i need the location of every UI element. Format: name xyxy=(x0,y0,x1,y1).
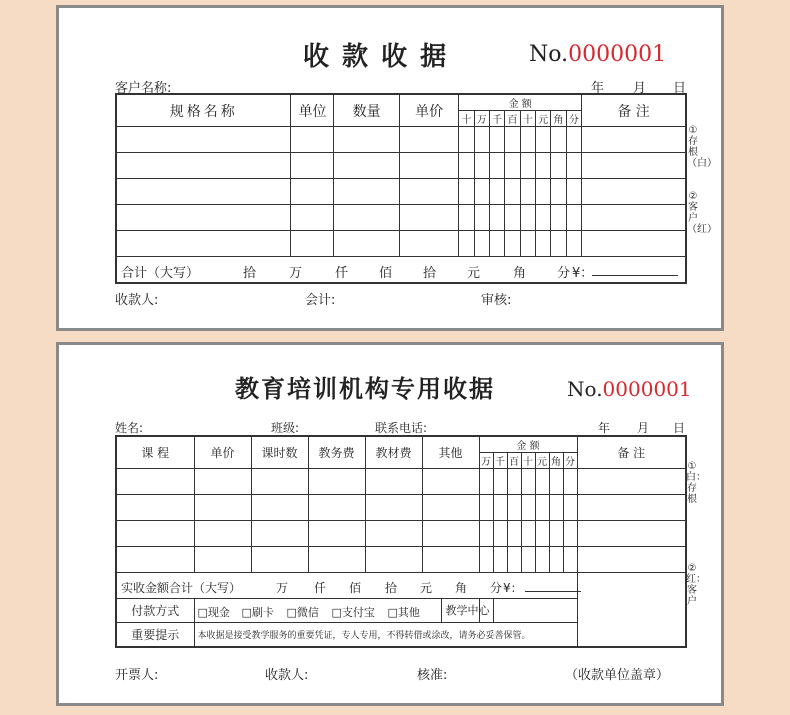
cell[interactable] xyxy=(291,205,334,231)
issuer-label: 开票人: xyxy=(115,668,159,683)
cell[interactable] xyxy=(422,495,479,521)
header-price: 单价 xyxy=(194,436,251,469)
payment-option-other[interactable]: □其他 xyxy=(387,606,420,619)
cell[interactable] xyxy=(521,547,535,573)
table-row xyxy=(116,127,686,153)
cell[interactable] xyxy=(291,231,334,257)
cell[interactable] xyxy=(399,127,458,153)
cell[interactable] xyxy=(563,521,577,547)
header-unit: 单位 xyxy=(291,94,334,127)
cell[interactable] xyxy=(489,179,504,205)
approver-label: 核准: xyxy=(417,668,448,683)
cell[interactable] xyxy=(116,127,291,153)
digit-header: 分 xyxy=(563,453,577,469)
receipt-2-number-value: 0000001 xyxy=(602,377,692,401)
total-amount-line[interactable] xyxy=(592,275,678,276)
digit-header: 角 xyxy=(549,453,563,469)
digit-header: 千 xyxy=(489,111,504,127)
total-unit: 角 xyxy=(455,581,468,595)
header-price: 单价 xyxy=(399,94,458,127)
payment-option-alipay[interactable]: □支付宝 xyxy=(331,606,375,619)
cell[interactable] xyxy=(549,521,563,547)
cell[interactable] xyxy=(493,469,507,495)
cell[interactable] xyxy=(582,153,686,179)
cell[interactable] xyxy=(459,231,474,257)
header-qty: 数量 xyxy=(334,94,399,127)
cell[interactable] xyxy=(535,547,549,573)
cell[interactable] xyxy=(479,469,493,495)
cell[interactable] xyxy=(479,547,493,573)
side-copy-stub: ①白：存根 xyxy=(686,461,706,505)
cell[interactable] xyxy=(521,469,535,495)
customer-name-label: 客户名称: xyxy=(115,81,172,96)
digit-header: 万 xyxy=(479,453,493,469)
header-material: 教材费 xyxy=(365,436,422,469)
table-row xyxy=(116,179,686,205)
cell[interactable] xyxy=(422,521,479,547)
cell[interactable] xyxy=(474,205,489,231)
cell[interactable] xyxy=(365,469,422,495)
date-year-label: 年 xyxy=(598,421,611,435)
total-unit: 万 xyxy=(276,581,289,595)
cell[interactable] xyxy=(116,495,194,521)
cell[interactable] xyxy=(399,179,458,205)
cell[interactable] xyxy=(194,547,251,573)
payment-option-wechat[interactable]: □微信 xyxy=(286,606,319,619)
cell[interactable] xyxy=(582,231,686,257)
total-unit: 分 xyxy=(557,266,571,281)
cell[interactable] xyxy=(399,231,458,257)
cell[interactable] xyxy=(116,231,291,257)
digit-header: 千 xyxy=(493,453,507,469)
cell[interactable] xyxy=(563,547,577,573)
header-course: 课 程 xyxy=(116,436,194,469)
cell[interactable] xyxy=(505,205,520,231)
cell[interactable] xyxy=(551,179,566,205)
student-name-label: 姓名: xyxy=(115,421,144,435)
cell[interactable] xyxy=(566,179,581,205)
cell[interactable] xyxy=(116,521,194,547)
table-row xyxy=(116,469,686,495)
cell[interactable] xyxy=(535,127,550,153)
auditor-label: 审核: xyxy=(481,293,512,308)
cell[interactable] xyxy=(422,469,479,495)
payment-option-cash[interactable]: □现金 xyxy=(197,606,230,619)
date-month-label: 月 xyxy=(637,421,650,435)
total-row xyxy=(116,573,577,599)
cell[interactable] xyxy=(535,153,550,179)
cell[interactable] xyxy=(521,495,535,521)
cell[interactable] xyxy=(116,469,194,495)
blank-cell xyxy=(577,623,686,647)
cell[interactable] xyxy=(251,495,308,521)
header-amount: 金 额 xyxy=(459,94,582,111)
notice-text: 本收据是接受教学服务的重要凭证，专人专用，不得转借或涂改，请务必妥善保管。 xyxy=(194,623,577,647)
cell[interactable] xyxy=(551,205,566,231)
cell[interactable] xyxy=(459,127,474,153)
total-note-cell xyxy=(577,573,686,599)
receipt-2-title: 教育培训机构专用收据 xyxy=(235,374,495,403)
digit-header: 十 xyxy=(521,453,535,469)
cell[interactable] xyxy=(551,231,566,257)
cell[interactable] xyxy=(251,547,308,573)
cell[interactable] xyxy=(505,127,520,153)
cell[interactable] xyxy=(291,127,334,153)
teaching-center-label: 教学中心 xyxy=(441,599,494,622)
table-row xyxy=(116,205,686,231)
cell[interactable] xyxy=(549,495,563,521)
cell[interactable] xyxy=(459,179,474,205)
cell[interactable] xyxy=(493,521,507,547)
phone-label: 联系电话: xyxy=(375,421,428,435)
total-unit: 元 xyxy=(467,266,481,281)
cell[interactable] xyxy=(566,127,581,153)
side-copy-stub: ①存根（白） xyxy=(687,125,717,169)
header-amount: 金 额 xyxy=(479,436,577,453)
total-label: 实收金额合计（大写） xyxy=(121,581,242,595)
cell[interactable] xyxy=(474,153,489,179)
cell[interactable] xyxy=(493,547,507,573)
total-label: 合计（大写） xyxy=(121,266,200,281)
cell[interactable] xyxy=(291,179,334,205)
notice-label: 重要提示 xyxy=(116,623,194,647)
digit-header: 万 xyxy=(474,111,489,127)
cell[interactable] xyxy=(577,469,686,495)
cell[interactable] xyxy=(474,179,489,205)
digit-header: 十 xyxy=(459,111,474,127)
receipt-1-number-value: 0000001 xyxy=(568,42,667,67)
total-unit: 拾 xyxy=(243,266,257,281)
receipt-card-1 xyxy=(56,5,724,331)
cell[interactable] xyxy=(507,547,521,573)
table-row xyxy=(116,495,686,521)
cell[interactable] xyxy=(365,521,422,547)
total-unit: 拾 xyxy=(423,266,437,281)
cell[interactable] xyxy=(479,495,493,521)
header-spec: 规格名称 xyxy=(116,94,291,127)
date-month-label: 月 xyxy=(633,81,647,96)
cell[interactable] xyxy=(365,495,422,521)
cell[interactable] xyxy=(474,231,489,257)
cell[interactable] xyxy=(334,127,399,153)
header-other: 其他 xyxy=(422,436,479,469)
total-unit: 分 xyxy=(490,581,503,595)
payment-options-cell xyxy=(194,599,490,623)
cell[interactable] xyxy=(582,205,686,231)
cell[interactable] xyxy=(489,127,504,153)
cell[interactable] xyxy=(308,495,365,521)
cell[interactable] xyxy=(489,231,504,257)
cell[interactable] xyxy=(505,231,520,257)
cell[interactable] xyxy=(308,521,365,547)
receipt-1-number-prefix: No. xyxy=(529,42,569,67)
side-copy-customer: ②客户（红） xyxy=(687,191,717,235)
digit-header: 元 xyxy=(535,453,549,469)
receipt-card-2 xyxy=(56,342,724,706)
cell[interactable] xyxy=(535,495,549,521)
cell[interactable] xyxy=(334,179,399,205)
total-unit: 佰 xyxy=(379,266,393,281)
digit-header: 百 xyxy=(507,453,521,469)
cell[interactable] xyxy=(507,495,521,521)
cell[interactable] xyxy=(489,205,504,231)
cell[interactable] xyxy=(535,231,550,257)
receipt-2-number xyxy=(567,377,692,401)
date-day-label: 日 xyxy=(673,81,687,96)
blank-cell xyxy=(577,599,686,623)
total-amount-line[interactable] xyxy=(525,591,581,592)
cell[interactable] xyxy=(505,153,520,179)
cell[interactable] xyxy=(505,179,520,205)
cell[interactable] xyxy=(520,127,535,153)
cell[interactable] xyxy=(459,153,474,179)
cell[interactable] xyxy=(577,521,686,547)
cell[interactable] xyxy=(535,179,550,205)
teaching-center-value[interactable] xyxy=(479,599,577,623)
cell[interactable] xyxy=(493,495,507,521)
cell[interactable] xyxy=(551,127,566,153)
cell[interactable] xyxy=(479,521,493,547)
cell[interactable] xyxy=(291,153,334,179)
cell[interactable] xyxy=(535,205,550,231)
table-row xyxy=(116,153,686,179)
cell[interactable] xyxy=(308,547,365,573)
cell[interactable] xyxy=(116,179,291,205)
header-hours: 课时数 xyxy=(251,436,308,469)
cell[interactable] xyxy=(563,469,577,495)
cell[interactable] xyxy=(459,205,474,231)
cell[interactable] xyxy=(566,153,581,179)
cell[interactable] xyxy=(549,547,563,573)
cell[interactable] xyxy=(474,127,489,153)
table-row xyxy=(116,521,686,547)
receipt-1-table xyxy=(115,93,687,284)
cell[interactable] xyxy=(489,153,504,179)
total-unit: 仟 xyxy=(314,581,327,595)
total-unit: 元 xyxy=(420,581,433,595)
digit-header: 十 xyxy=(520,111,535,127)
digit-header: 分 xyxy=(566,111,581,127)
cell[interactable] xyxy=(507,469,521,495)
cell[interactable] xyxy=(116,547,194,573)
digit-header: 角 xyxy=(551,111,566,127)
cell[interactable] xyxy=(566,231,581,257)
cell[interactable] xyxy=(520,231,535,257)
seal-label: （收款单位盖章） xyxy=(565,668,670,683)
cell[interactable] xyxy=(566,205,581,231)
table-row xyxy=(116,231,686,257)
table-row xyxy=(116,547,686,573)
total-unit: 仟 xyxy=(335,266,349,281)
total-row xyxy=(116,257,686,283)
total-unit: 佰 xyxy=(349,581,362,595)
cell[interactable] xyxy=(521,521,535,547)
cell[interactable] xyxy=(194,521,251,547)
cell[interactable] xyxy=(551,153,566,179)
cell[interactable] xyxy=(582,127,686,153)
cell[interactable] xyxy=(422,547,479,573)
header-note: 备 注 xyxy=(577,436,686,469)
cell[interactable] xyxy=(507,521,521,547)
cell[interactable] xyxy=(194,495,251,521)
payment-label: 付款方式 xyxy=(116,599,194,623)
payee-label: 收款人: xyxy=(115,293,159,308)
yen-label: ¥： xyxy=(503,581,523,595)
receipt-1-title: 收 款 收 据 xyxy=(303,42,449,72)
side-copy-customer: ②红：客户 xyxy=(686,563,706,607)
cell[interactable] xyxy=(251,469,308,495)
payment-option-card[interactable]: □刷卡 xyxy=(241,606,274,619)
cell[interactable] xyxy=(577,547,686,573)
receipt-1-number xyxy=(529,42,666,67)
cell[interactable] xyxy=(549,469,563,495)
cell[interactable] xyxy=(399,205,458,231)
payee-label: 收款人: xyxy=(265,668,309,683)
cell[interactable] xyxy=(251,521,308,547)
digit-header: 元 xyxy=(535,111,550,127)
total-unit: 拾 xyxy=(385,581,398,595)
cell[interactable] xyxy=(582,179,686,205)
header-note: 备 注 xyxy=(582,94,686,127)
cell[interactable] xyxy=(520,153,535,179)
cell[interactable] xyxy=(520,205,535,231)
cell[interactable] xyxy=(577,495,686,521)
cell[interactable] xyxy=(535,469,549,495)
date-year-label: 年 xyxy=(591,81,605,96)
total-unit: 万 xyxy=(289,266,303,281)
yen-label: ¥： xyxy=(572,266,594,281)
cell[interactable] xyxy=(308,469,365,495)
receipt-2-table xyxy=(115,435,687,648)
cell[interactable] xyxy=(334,153,399,179)
accountant-label: 会计: xyxy=(305,293,336,308)
digit-header: 百 xyxy=(505,111,520,127)
cell[interactable] xyxy=(535,521,549,547)
receipt-2-number-prefix: No. xyxy=(567,377,603,401)
cell[interactable] xyxy=(563,495,577,521)
total-unit: 角 xyxy=(513,266,527,281)
cell[interactable] xyxy=(520,179,535,205)
cell[interactable] xyxy=(334,231,399,257)
cell[interactable] xyxy=(365,547,422,573)
date-day-label: 日 xyxy=(673,421,686,435)
cell[interactable] xyxy=(399,153,458,179)
cell[interactable] xyxy=(116,153,291,179)
class-label: 班级: xyxy=(271,421,300,435)
header-tuition: 教务费 xyxy=(308,436,365,469)
cell[interactable] xyxy=(194,469,251,495)
cell[interactable] xyxy=(334,205,399,231)
cell[interactable] xyxy=(116,205,291,231)
